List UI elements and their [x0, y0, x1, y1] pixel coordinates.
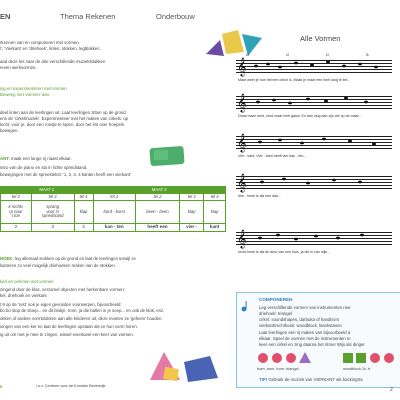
hoek-text-1: leg allemaal stokken op de grond en laat de leerlingen terwijl ze — [15, 256, 136, 261]
box-line-6: elkaar. Speel de vormen met de instrumenten m — [259, 336, 351, 341]
sub2-heading: ked en oefenen met vormen — [0, 279, 54, 284]
square-shape-icon — [356, 353, 366, 363]
componeren-title: COMPONEREN — [259, 297, 293, 302]
para2-line-2: bewegingen met de spreektekst: '1, 2, 3, 4 kanten heeft een vierkant' — [0, 172, 131, 177]
lyrics-line-4: drie - hoek is als een dak... — [238, 194, 281, 198]
tip-label: TIP! — [259, 377, 268, 382]
hoek-label: HOEK: — [0, 256, 14, 261]
action-cell: bord - borst — [93, 201, 135, 224]
yellow-square-icon — [222, 30, 244, 54]
action-cell: klap — [74, 201, 93, 224]
intro-line-1: rkennen van en componeren met vormen. — [0, 40, 80, 45]
lyrics-line-5: recht-hoek is als de deur van een huis, ja die is van mijn... — [238, 250, 331, 254]
circle-shape-icon — [286, 353, 296, 363]
square-shape-icon — [343, 353, 353, 363]
movement-table — [0, 186, 226, 232]
count-cell: kan - ten — [93, 224, 135, 232]
header-left-fragment: EN — [0, 12, 11, 21]
teal-triangle-icon — [242, 34, 262, 56]
intro2-line-1: aad deze les naar de drie verschillende muzieklstukken — [0, 59, 106, 64]
action-cell: k rechts rp naar t toe — [1, 201, 32, 224]
song-title: Alle Vormen — [300, 34, 341, 43]
count-cell: 2 — [1, 224, 32, 232]
treble-clef-icon: 𝄞 — [237, 57, 247, 76]
box-line-7: keer een cirkel en zing daarna het ritme! Wijs als diriger — [259, 342, 365, 347]
maat1-header: MAAT 1 — [1, 187, 94, 194]
lyrics-line-3: Vier - kant, Vier - kant heeft vier kan - ten... — [238, 154, 307, 158]
action-cell: sprang voor in spreidstand — [31, 201, 74, 224]
action-cell: klap — [180, 201, 204, 224]
tel-header: tel 2 — [135, 194, 179, 201]
blue-square-icon — [184, 356, 218, 382]
legend-left: trom, trom, trom, triangel — [257, 367, 299, 371]
para3-line-2: kel, driehoek en vierkant — [0, 293, 47, 298]
para3-line-7: ig uit om met je mee te zingen, wissel eventueel een keer van vormen. — [0, 332, 134, 337]
chord-label: A — [366, 52, 369, 57]
tel-header: tel 4 — [204, 194, 226, 201]
tel-header: tel 1 — [93, 194, 135, 201]
para1-line-2: ens de 'cirkelmuziek'. Experimenteer met het maken van cirkels: op — [0, 116, 128, 121]
maat2-header: MAAT 2 — [93, 187, 225, 194]
shape-sequence — [257, 349, 397, 367]
sub1-line-1: ing en experimenteren met vormen — [0, 86, 67, 91]
theme-title: Thema Rekenen — [60, 12, 116, 21]
note-heads — [250, 58, 390, 264]
box-line-1: Leg verschillende vormen van instrumenten nee — [259, 305, 351, 310]
hoek-text-2: luisteren zo veel mogelijk driehoeken maken van de stokken. — [0, 263, 116, 268]
tel-header: tel 3 — [180, 194, 204, 201]
para1-line-4: bewegen. — [0, 128, 19, 133]
triangle-shape-icon — [299, 352, 311, 363]
footer-credit: i.o.v. Centrum voor de Kunsten Beverwijk — [36, 384, 106, 388]
decorative-shapes-top — [204, 28, 266, 58]
box-line-3: cirkel: soundshapes, darbuka of handtrom — [259, 317, 340, 322]
music-note-icon — [240, 300, 252, 312]
count-cell: heeft een — [135, 224, 179, 232]
treble-clef-icon: 𝄞 — [237, 173, 247, 192]
lyrics-line-1: Maar weet je hoe het een cirkel is, Maak je maar een heel lang le lint... — [238, 78, 351, 82]
kant-text: maak een lange rij naast elkaar. — [11, 156, 72, 161]
tel-header: tel 3 — [31, 194, 74, 201]
decorative-shapes-bottom — [140, 344, 224, 384]
count-cell: vier - — [180, 224, 204, 232]
treble-clef-icon: 𝄞 — [237, 133, 247, 152]
count-cell: kant — [204, 224, 226, 232]
componeren-box — [236, 292, 400, 388]
para3-line-4: bo bo stop de stoep... en dit blokje, trom, ja die ballen in je soep... en ook de klok, enz. — [0, 308, 165, 313]
para3-line-3: t 9 op de 'rust' ook je eigen gevonden voorwerpen, bijvoorbeeld: — [0, 302, 122, 307]
yellow-block-icon — [163, 367, 179, 381]
chord-label: D — [326, 52, 329, 57]
para3-line-5: okken of andere vormblokken aan alle kinderen uit, deze moeten ze 'geheim' houden. — [0, 316, 163, 321]
legend-right: woodblock 2x, tr — [343, 367, 371, 371]
para3-line-6: iongen van een ker en laat de leerlingen opstaan als ze hun vorm horen. — [0, 324, 138, 329]
box-line-4: vierkant/rechthoek: woodblock, klankstaven — [259, 323, 342, 328]
purple-triangle-icon — [206, 40, 224, 56]
para3-line-1: zingend door de klas, verzamel objecten met herkenbare vormen: — [0, 287, 125, 292]
circle-shape-icon — [272, 353, 282, 363]
para1-line-1: deel linten aan de leerlingen uit. Laat leerlingen zitten op de grond — [0, 110, 126, 115]
lyrics-line-2: Draai maar rond, rond maar heel gauw, En dan vlug dan zijn we op de maat... — [238, 114, 362, 118]
para1-line-3: lucht, voor je, door een rondje te lopen, door het lint over hoepels — [0, 122, 124, 127]
tip-text: Gebruik de muziek van VIERKANT als backingtra — [268, 377, 363, 382]
circle-shape-icon — [258, 353, 268, 363]
circle-shape-icon — [370, 353, 380, 363]
action-cell: been - been — [135, 201, 179, 224]
intro-line-2: l', 'Vierkant' en 'driehoek', linten, stokken, legblokken. — [0, 46, 101, 51]
circle-shape-icon — [384, 353, 394, 363]
treble-clef-icon: 𝄞 — [237, 93, 247, 112]
chord-label: G — [286, 52, 290, 57]
count-cell: 4 — [74, 224, 93, 232]
green-lint-image — [148, 144, 188, 168]
page-number: 2 — [390, 387, 393, 393]
count-cell: 3 — [31, 224, 74, 232]
treble-clef-icon: 𝄞 — [237, 229, 247, 248]
footer-left: s — [0, 384, 3, 389]
action-cell: klap — [204, 201, 226, 224]
sub1-line-2: Beweeg met Vormen' aan. — [0, 92, 51, 97]
chord-label: D — [246, 52, 249, 57]
box-line-5: Laat leerlingen een rij maken van bijvoorbeeld a — [259, 330, 351, 335]
intro2-line-2: reven werkvormen. — [0, 65, 37, 70]
kant-label: ANT: — [0, 156, 10, 161]
level-title: Onderbouw — [156, 12, 195, 21]
para2-line-1: intro van de piano en sta in lichte spreidstand. — [0, 165, 88, 170]
box-line-2: driehoek: triangel — [259, 311, 292, 316]
tel-header: tel 2 — [1, 194, 32, 201]
tel-header: tel 4 — [74, 194, 93, 201]
